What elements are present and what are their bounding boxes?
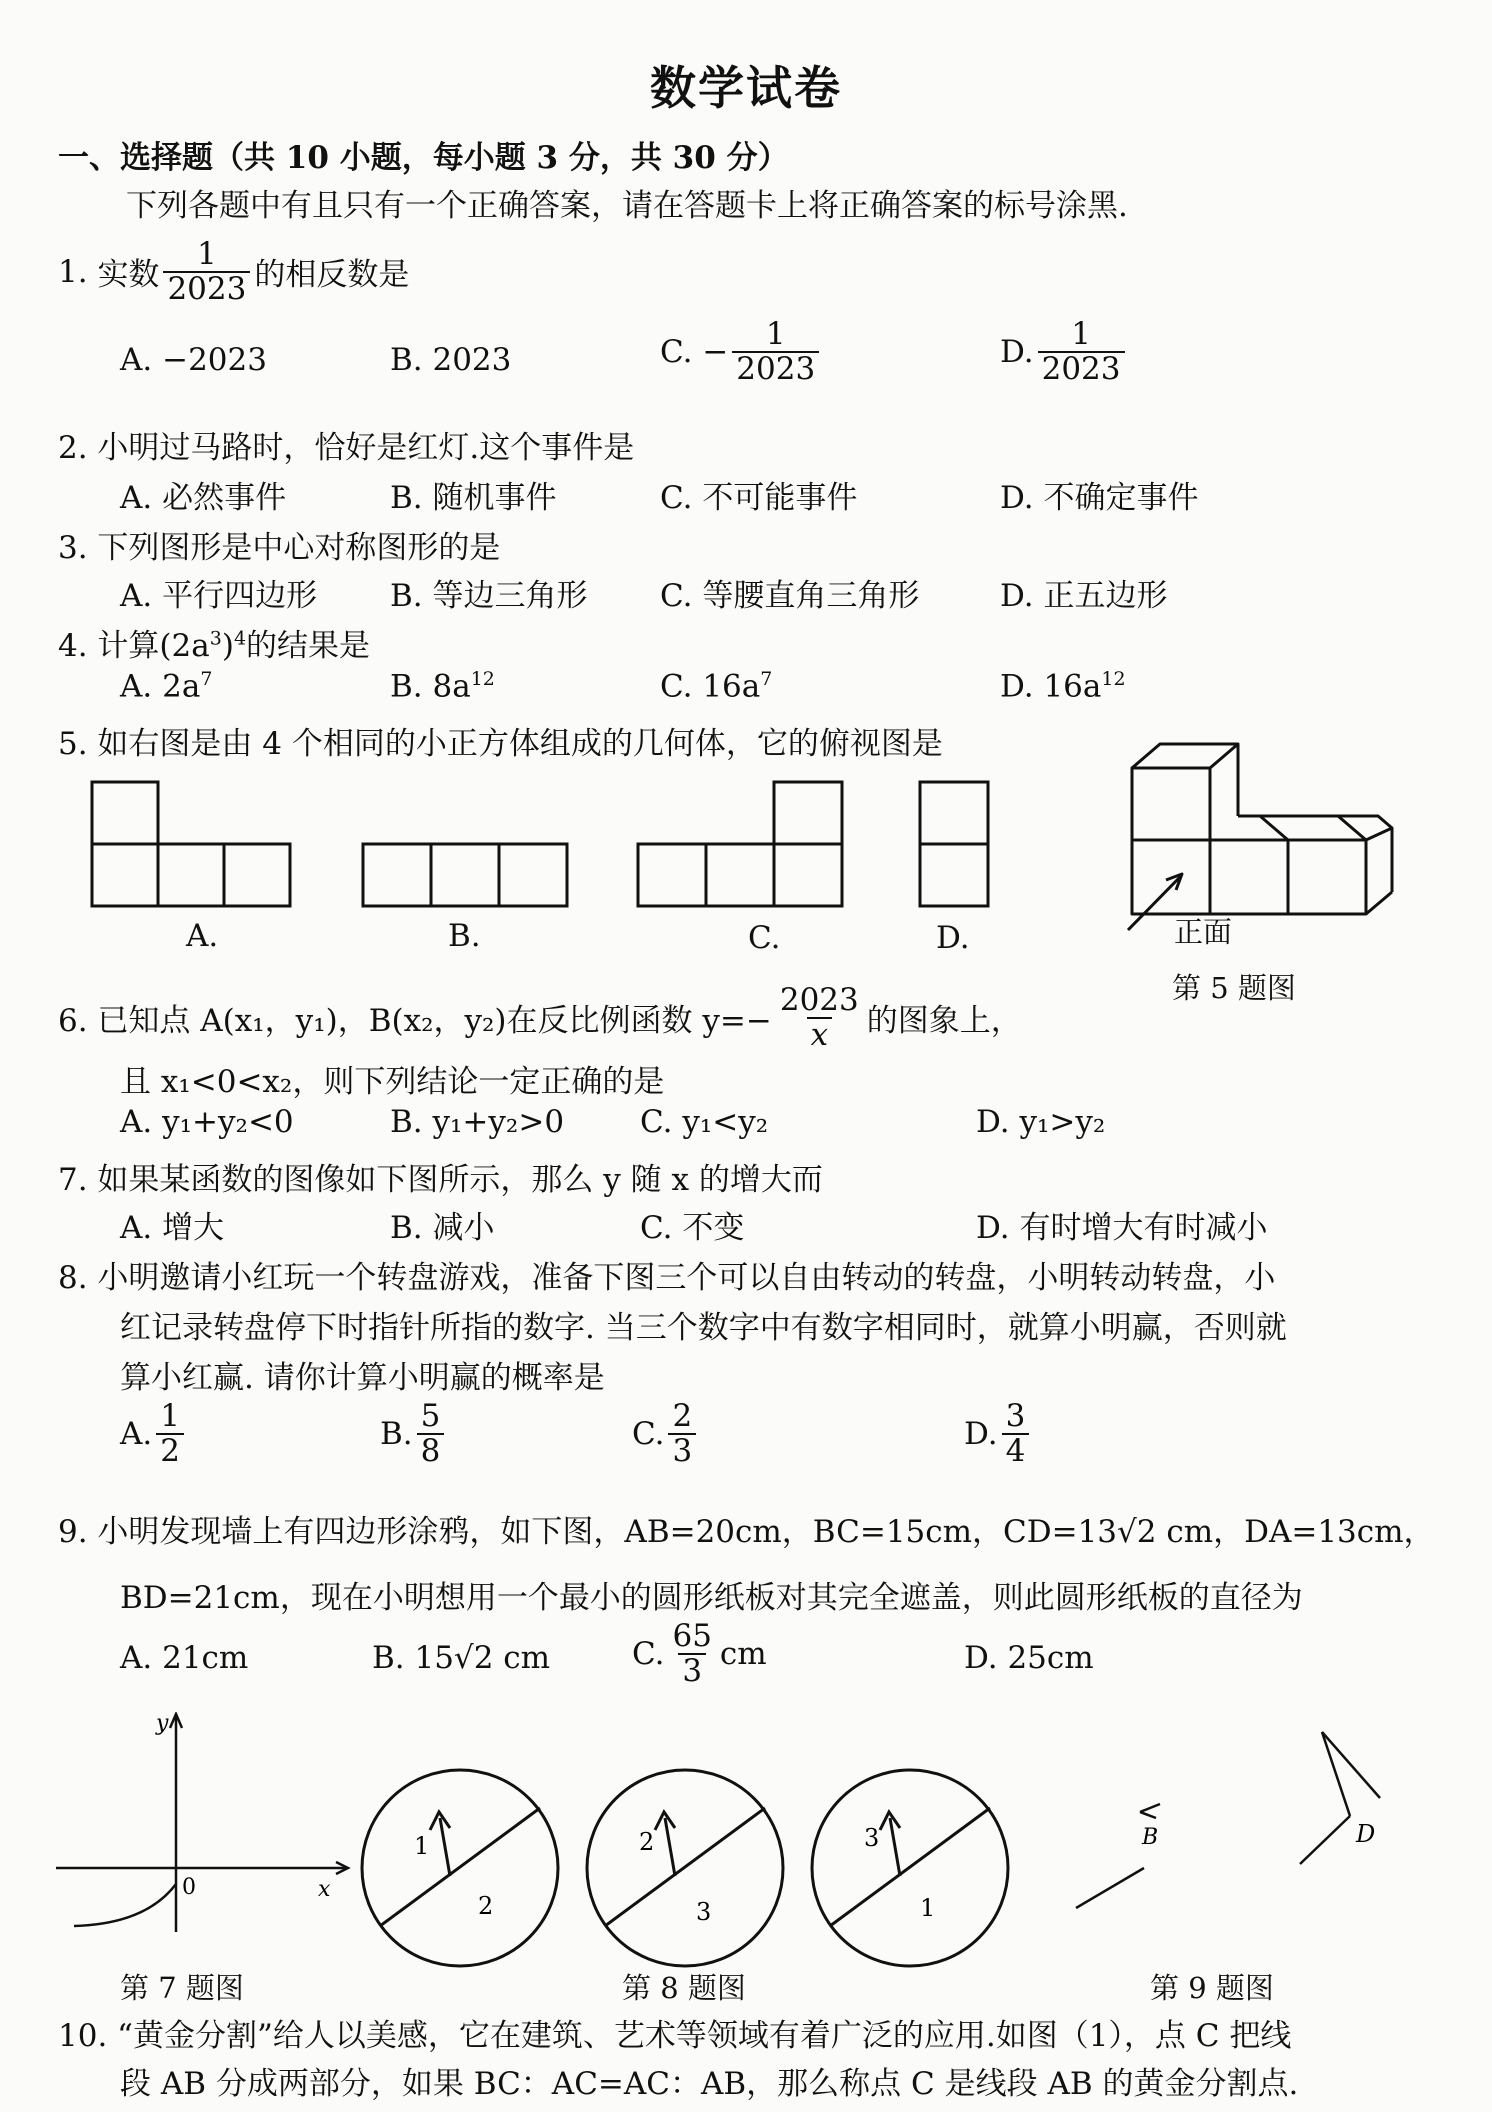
question-2: 2. 小明过马路时，恰好是红灯.这个事件是: [58, 430, 635, 466]
option-b: B. y₁+y₂>0: [390, 1104, 565, 1140]
point-d-label: D: [1356, 1820, 1376, 1848]
option-a: A. y₁+y₂<0: [120, 1104, 294, 1140]
option-a: A. 必然事件: [120, 480, 287, 516]
question-10: 10. “黄金分割”给人以美感，它在建筑、艺术等领域有着广泛的应用.如图（1），点 C 把线: [58, 2018, 1292, 2054]
figure-caption-8: 第 8 题图: [622, 1971, 746, 2005]
option-b: B. 2023: [390, 342, 512, 378]
option-b: B. 15√2 cm: [372, 1640, 551, 1676]
question-stem: 实数: [97, 257, 160, 294]
question-number: 1.: [58, 253, 88, 290]
question-stem-end: 的相反数是: [254, 257, 410, 294]
option-b-figure: [363, 844, 567, 906]
point-b-label: B: [1142, 1825, 1159, 1850]
q5-cube-figure: [1110, 732, 1400, 932]
section-heading: 一、选择题（共 10 小题，每小题 3 分，共 30 分）: [58, 140, 789, 176]
question-1: [58, 238, 409, 305]
option-a-figure: [92, 782, 290, 906]
figure-label-c: C.: [748, 920, 781, 956]
option-c: C. y₁<y₂: [640, 1104, 769, 1140]
y-axis-label: y: [156, 1712, 169, 1736]
option-d: D. 有时增大有时减小: [976, 1210, 1268, 1246]
question-9: 9. 小明发现墙上有四边形涂鸦，如下图，AB=20cm，BC=15cm，CD=13√2 cm，DA=13cm，: [58, 1514, 1435, 1550]
option-d-figure: [920, 782, 988, 906]
spinner-2-top: 2: [639, 1828, 655, 1856]
option-d: D. 25cm: [964, 1640, 1094, 1676]
option-d: D. 不确定事件: [1000, 480, 1199, 516]
figure-9-quadrilateral: [1060, 1712, 1400, 1952]
question-5: 5. 如右图是由 4 个相同的小正方体组成的几何体，它的俯视图是: [58, 726, 943, 762]
q5-option-figures: [80, 770, 1150, 940]
origin-label: 0: [182, 1875, 196, 1900]
spinner-1-bottom: 2: [478, 1892, 494, 1920]
option-d: D. 正五边形: [1000, 578, 1168, 614]
front-label: 正面: [1174, 915, 1233, 949]
option-b: B. $\frac{5}{8}$: [380, 1400, 448, 1467]
question-6-condition: 且 x₁<0<x₂，则下列结论一定正确的是: [120, 1064, 665, 1100]
spinner-2-bottom: 3: [696, 1898, 712, 1926]
figure-caption-7: 第 7 题图: [120, 1971, 244, 2005]
figure-caption-9: 第 9 题图: [1150, 1971, 1274, 2005]
figure-label-b: B.: [448, 918, 481, 954]
page-title: 数学试卷: [650, 61, 842, 115]
section-instruction: 下列各题中有且只有一个正确答案，请在答题卡上将正确答案的标号涂黑.: [126, 188, 1128, 224]
option-d: D. $\frac{1}{2023}$: [1000, 318, 1129, 385]
figure-8-spinners: [350, 1768, 1030, 1978]
option-b: B. 等边三角形: [390, 578, 588, 614]
option-c: C. $\frac{65}{3}$ cm: [632, 1618, 767, 1689]
option-b: B. 减小: [390, 1210, 495, 1246]
spinner-2: [587, 1770, 783, 1966]
option-c: C. $\frac{2}{3}$: [632, 1400, 700, 1467]
option-a: A. −2023: [120, 342, 267, 378]
spinner-1: [362, 1770, 558, 1966]
question-7: 7. 如果某函数的图像如下图所示，那么 y 随 x 的增大而: [58, 1162, 823, 1198]
option-c: C. 等腰直角三角形: [660, 578, 920, 614]
option-c: C. 不变: [640, 1210, 745, 1246]
x-axis-label: x: [318, 1877, 331, 1902]
option-c: C. 不可能事件: [660, 480, 858, 516]
spinner-3-top: 3: [864, 1824, 880, 1852]
option-c: C. $16a^7$: [660, 668, 773, 705]
figure-7-graph: [56, 1712, 356, 1942]
option-c-figure: [638, 782, 842, 906]
option-d: D. $\frac{3}{4}$: [964, 1400, 1033, 1467]
question-8: 8. 小明邀请小红玩一个转盘游戏，准备下图三个可以自由转动的转盘，小明转动转盘，小: [58, 1260, 1276, 1296]
spinner-3: [812, 1770, 1008, 1966]
question-8-line-3: 算小红赢. 请你计算小明赢的概率是: [120, 1360, 605, 1396]
question-3: 3. 下列图形是中心对称图形的是: [58, 530, 501, 566]
question-4: 4. 计算$(2a^3)^4$的结果是: [58, 627, 371, 664]
fraction: $\frac{1}{2023}$: [163, 238, 250, 305]
question-6: 6. 已知点 A(x₁，y₁)，B(x₂，y₂)在反比例函数 y=− $\frac{2023}{x}$ 的图象上，: [58, 982, 1022, 1053]
option-b: B. 随机事件: [390, 480, 557, 516]
figure-label-d: D.: [936, 920, 970, 956]
option-a: A. 增大: [120, 1210, 225, 1246]
option-c: C. − $\frac{1}{2023}$: [660, 318, 823, 385]
spinner-3-bottom: 1: [920, 1894, 936, 1922]
option-a: A. $\frac{1}{2}$: [120, 1400, 188, 1467]
function-curve: [74, 1884, 176, 1926]
option-d: D. $16a^{12}$: [1000, 668, 1126, 705]
option-a: A. $2a^7$: [120, 668, 213, 705]
option-a: A. 平行四边形: [120, 578, 318, 614]
question-8-line-2: 红记录转盘停下时指针所指的数字. 当三个数字中有数字相同时，就算小明赢，否则就: [120, 1310, 1287, 1346]
question-10-line-2: 段 AB 分成两部分，如果 BC：AC=AC：AB，那么称点 C 是线段 AB 的黄金分割点.: [120, 2066, 1299, 2102]
question-9-line-2: BD=21cm，现在小明想用一个最小的圆形纸板对其完全遮盖，则此圆形纸板的直径为: [120, 1580, 1303, 1616]
figure-label-a: A.: [186, 918, 219, 954]
spinner-1-top: 1: [414, 1832, 430, 1860]
option-d: D. y₁>y₂: [976, 1104, 1106, 1140]
option-b: B. $8a^{12}$: [390, 668, 495, 705]
figure-caption-5: 第 5 题图: [1172, 971, 1296, 1005]
option-a: A. 21cm: [120, 1640, 249, 1676]
